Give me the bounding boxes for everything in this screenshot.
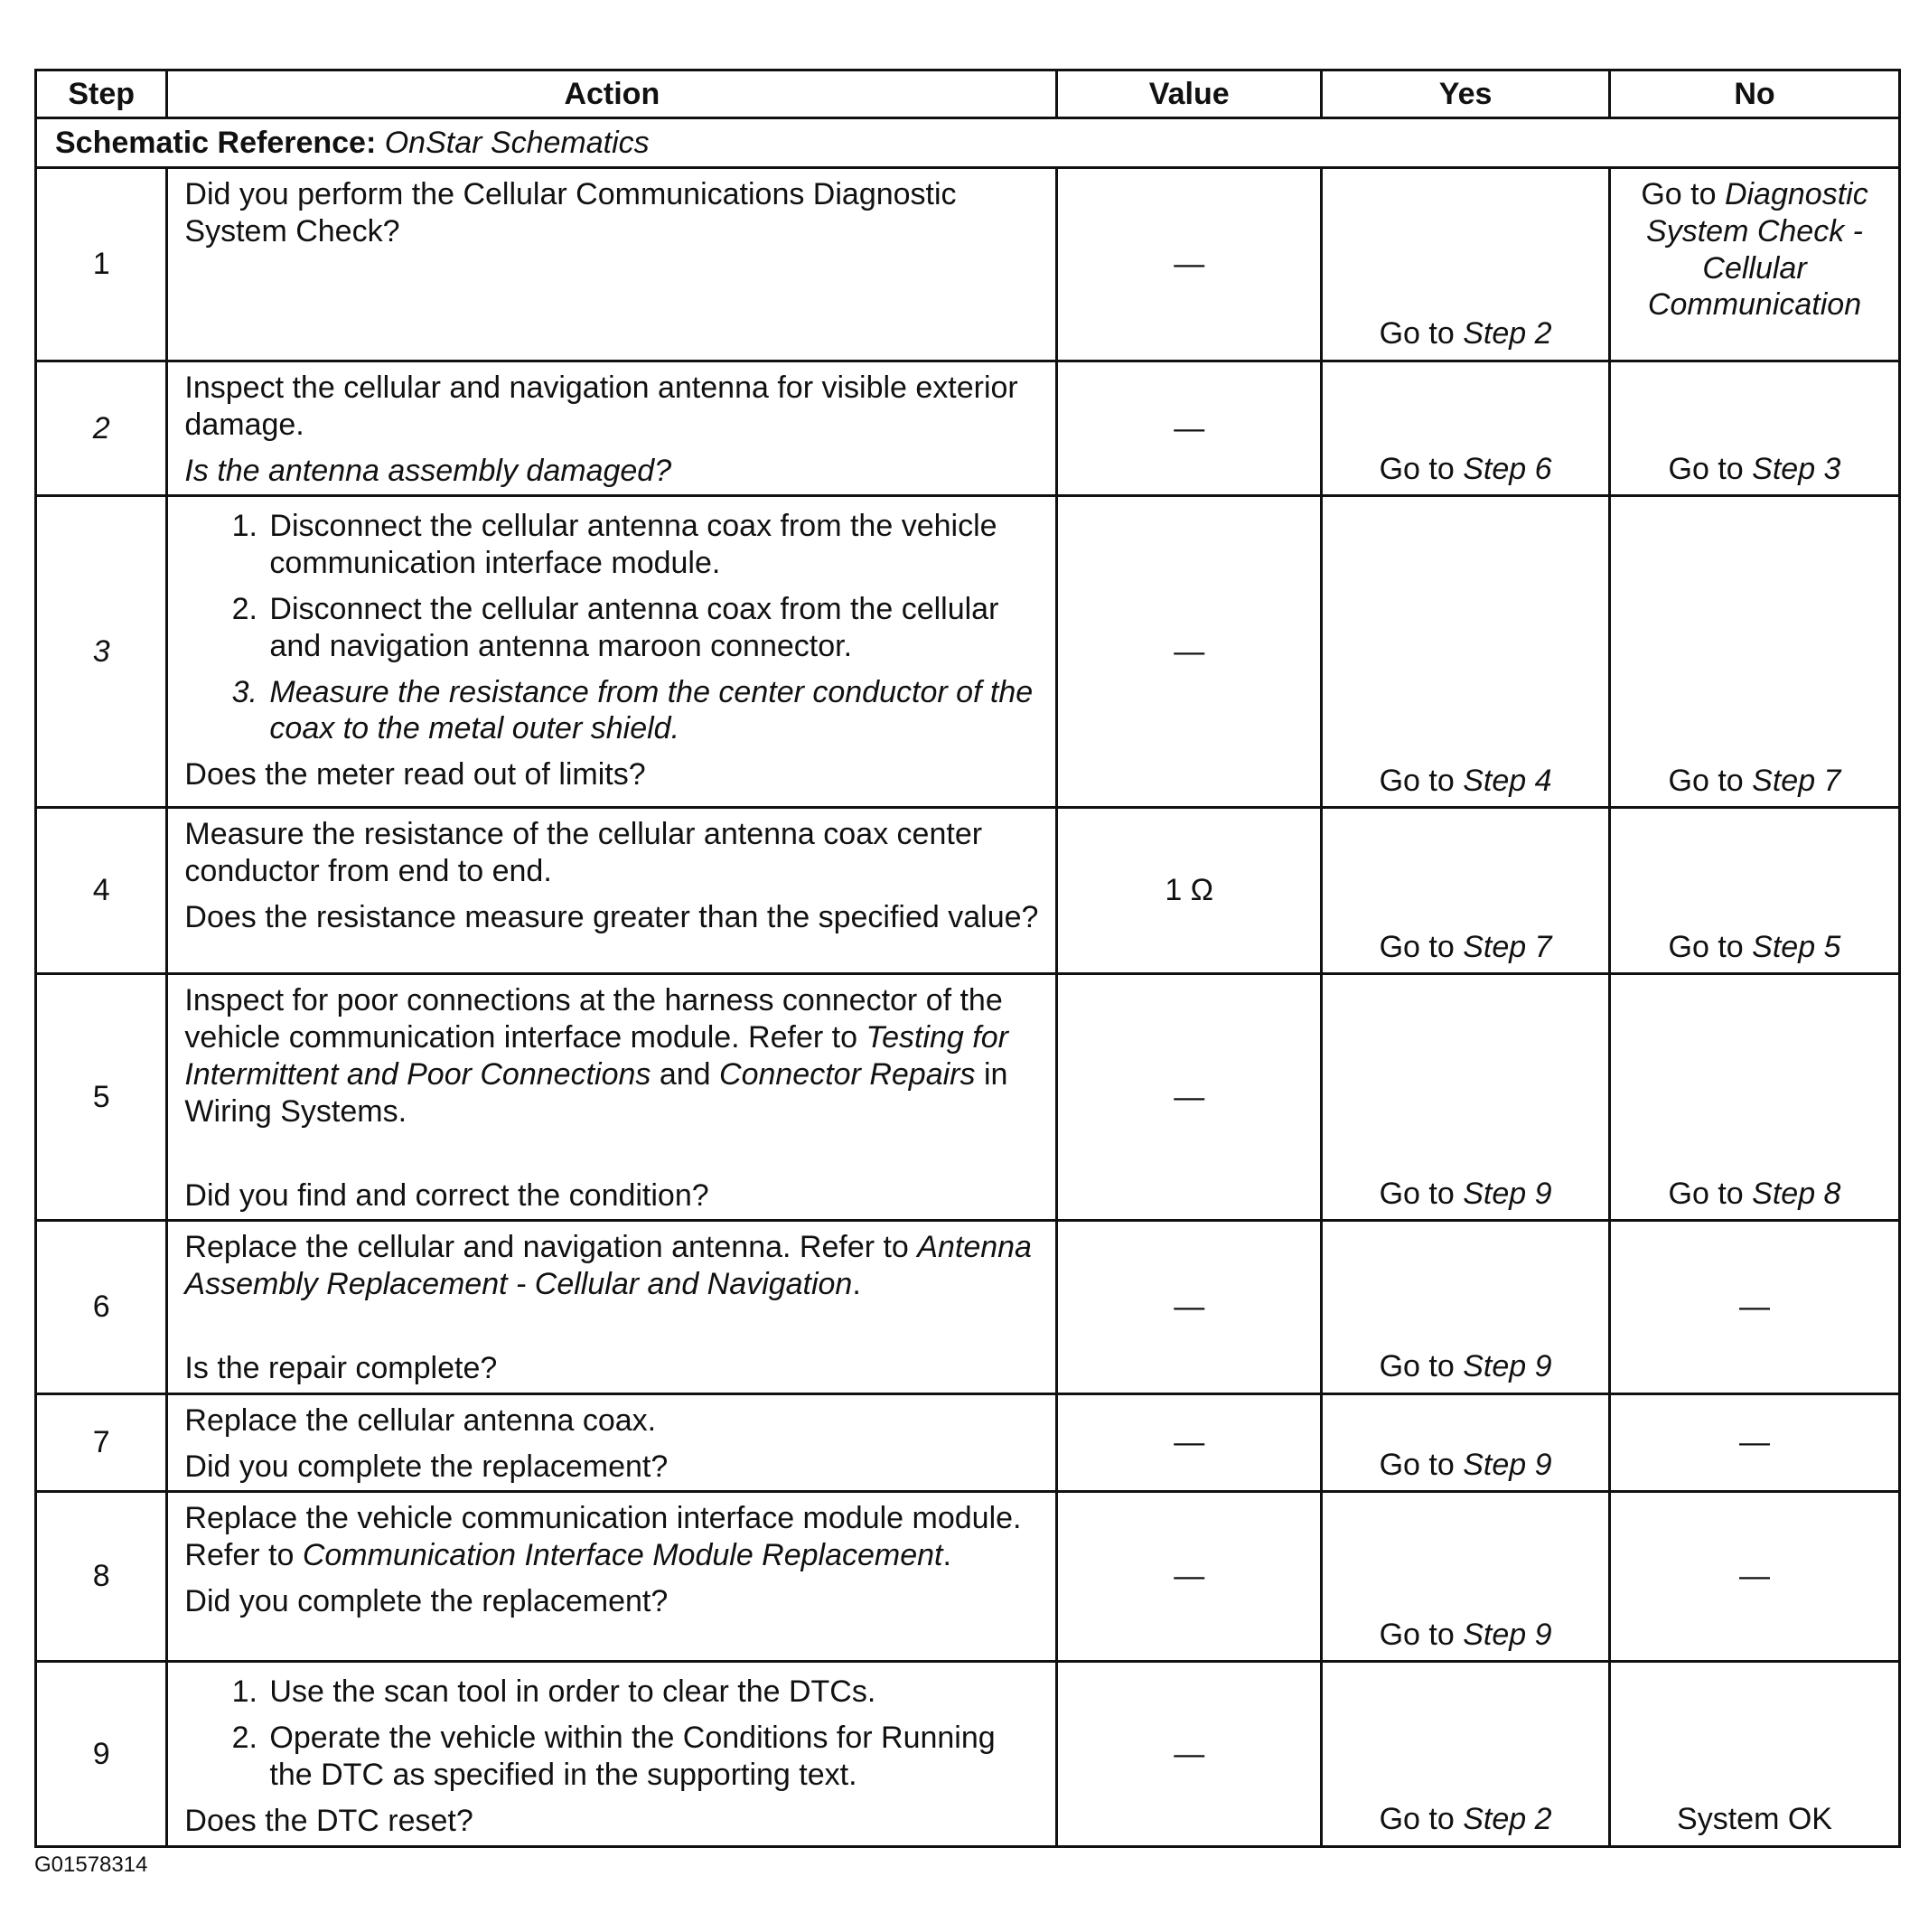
no-step-ref: Step 3 [1752, 451, 1841, 486]
goto-prefix: Go to [1379, 451, 1455, 486]
action-ref: Testing for Intermittent and Poor Connections [184, 1020, 1008, 1092]
action-question: Does the meter read out of limits? [184, 757, 646, 792]
no-step-ref: Step 5 [1752, 929, 1841, 964]
action-cell [167, 496, 1057, 808]
action-text-part: in Wiring Systems. [184, 1056, 1008, 1129]
no-cell [1610, 974, 1900, 1221]
action-ref: Antenna Assembly Replacement - Cellular and Navigation [184, 1230, 1032, 1302]
no-goto-prefix: Go to [1641, 177, 1725, 211]
action-steps-list [184, 508, 1043, 747]
table-row [36, 361, 1900, 496]
schematic-row [36, 118, 1900, 168]
no-ref-line: Diagnostic [1724, 177, 1868, 211]
table-row [36, 1662, 1900, 1846]
goto-prefix: Go to [1379, 1801, 1455, 1836]
yes-step-ref: Step 7 [1463, 929, 1552, 964]
action-cell [167, 1221, 1057, 1393]
figure-id: G01578314 [34, 1852, 148, 1877]
yes-cell [1322, 361, 1610, 496]
action-step: 1. Use the scan tool in order to clear the DTCs. [266, 1674, 1043, 1711]
header-yes: Yes [1322, 70, 1610, 118]
header-value: Value [1057, 70, 1322, 118]
action-text [184, 1500, 1043, 1574]
action-cell [167, 1662, 1057, 1846]
action-cell [167, 1492, 1057, 1662]
value-cell: — [1057, 361, 1322, 496]
goto-prefix: Go to [1379, 929, 1455, 964]
value-cell: — [1057, 1492, 1322, 1662]
schematic-ref: OnStar Schematics [384, 125, 650, 160]
action-text-part: . [942, 1538, 951, 1573]
no-ref-line: Communication [1647, 287, 1862, 323]
action-text-part: Inspect for poor connections at the harness connector of the vehicle communication interface module. Refer to [184, 983, 1003, 1055]
value-cell: — [1057, 1393, 1322, 1492]
goto-prefix: Go to [1668, 763, 1744, 798]
no-cell: System OK [1610, 1662, 1900, 1846]
step-number: 2 [36, 361, 167, 496]
action-question: Is the repair complete? [184, 1350, 498, 1385]
goto-prefix: Go to [1379, 1348, 1455, 1383]
action-text: Replace the cellular antenna coax. [184, 1402, 657, 1438]
table-row [36, 496, 1900, 808]
action-step: 3. Measure the resistance from the center conductor of the coax to the metal outer shield. [266, 674, 1043, 748]
step-number: 5 [36, 974, 167, 1221]
goto-prefix: Go to [1668, 929, 1744, 964]
header-row [36, 70, 1900, 118]
yes-step-ref: Step 2 [1463, 1801, 1552, 1836]
table-row [36, 1393, 1900, 1492]
action-cell [167, 1393, 1057, 1492]
yes-cell [1322, 1393, 1610, 1492]
no-cell [1610, 361, 1900, 496]
goto-prefix: Go to [1379, 1176, 1455, 1211]
step-number: 7 [36, 1393, 167, 1492]
action-question: Did you find and correct the condition? [184, 1177, 709, 1213]
no-cell: — [1610, 1393, 1900, 1492]
yes-cell [1322, 1221, 1610, 1393]
yes-step-ref: Step 9 [1463, 1617, 1552, 1652]
no-step-ref: Step 8 [1752, 1176, 1841, 1211]
action-cell [167, 974, 1057, 1221]
table-row [36, 808, 1900, 974]
action-text-part: and [651, 1056, 720, 1092]
action-text [184, 982, 1043, 1130]
header-step: Step [36, 70, 167, 118]
diagnostic-table [34, 69, 1901, 1848]
value-cell: — [1057, 1221, 1322, 1393]
action-text-part: Replace the vehicle communication interface module module. Refer to [184, 1501, 1022, 1573]
action-text: Did you perform the Cellular Communications Diagnostic System Check? [184, 177, 957, 249]
action-question: Does the DTC reset? [184, 1803, 473, 1838]
value-cell: — [1057, 974, 1322, 1221]
no-cell: — [1610, 1221, 1900, 1393]
action-steps-list [184, 1674, 1043, 1793]
yes-cell [1322, 496, 1610, 808]
action-step: 2. Operate the vehicle within the Conditions for Running the DTC as specified in the supporting text. [266, 1720, 1043, 1794]
action-ref: Communication Interface Module Replacement [302, 1538, 943, 1573]
step-number: 9 [36, 1662, 167, 1846]
goto-prefix: Go to [1379, 316, 1455, 352]
action-text-part: . [852, 1267, 861, 1302]
yes-step-ref: Step 9 [1463, 1348, 1552, 1383]
action-question: Does the resistance measure greater than the specified value? [184, 899, 1039, 934]
table-row [36, 1221, 1900, 1393]
action-question: Did you complete the replacement? [184, 1449, 669, 1484]
action-ref: Connector Repairs [719, 1056, 976, 1092]
yes-step-ref: Step 6 [1463, 451, 1552, 486]
action-cell [167, 808, 1057, 974]
table-row [36, 1492, 1900, 1662]
table-row [36, 974, 1900, 1221]
header-action: Action [167, 70, 1057, 118]
schematic-label: Schematic Reference: [55, 125, 377, 160]
yes-step-ref: Step 9 [1463, 1447, 1552, 1482]
step-number: 1 [36, 168, 167, 361]
action-cell [167, 361, 1057, 496]
yes-cell [1322, 1492, 1610, 1662]
action-step: 1. Disconnect the cellular antenna coax from the vehicle communication interface module. [266, 508, 1043, 582]
value-cell: — [1057, 496, 1322, 808]
action-text: Measure the resistance of the cellular antenna coax center conductor from end to end. [184, 817, 983, 889]
action-question: Is the antenna assembly damaged? [184, 453, 672, 488]
no-cell [1610, 496, 1900, 808]
yes-step-ref: Step 2 [1463, 316, 1552, 352]
no-cell: — [1610, 1492, 1900, 1662]
goto-prefix: Go to [1379, 1617, 1455, 1652]
schematic-reference [36, 118, 1900, 168]
action-text-part: Replace the cellular and navigation antenna. Refer to [184, 1230, 918, 1265]
no-cell [1610, 168, 1900, 361]
yes-cell [1322, 974, 1610, 1221]
step-number: 8 [36, 1492, 167, 1662]
yes-cell [1322, 168, 1610, 361]
yes-cell [1322, 808, 1610, 974]
header-no: No [1610, 70, 1900, 118]
goto-prefix: Go to [1668, 1176, 1744, 1211]
goto-prefix: Go to [1379, 1447, 1455, 1482]
action-step: 2. Disconnect the cellular antenna coax from the cellular and navigation antenna maroon connector. [266, 591, 1043, 665]
step-number: 4 [36, 808, 167, 974]
action-text [184, 1229, 1043, 1303]
yes-step-ref: Step 9 [1463, 1176, 1552, 1211]
no-step-ref: Step 7 [1752, 763, 1841, 798]
action-question: Did you complete the replacement? [184, 1583, 669, 1618]
no-ref-line: Cellular [1702, 250, 1807, 286]
goto-prefix: Go to [1668, 451, 1744, 486]
value-cell: — [1057, 168, 1322, 361]
action-text: Inspect the cellular and navigation antenna for visible exterior damage. [184, 370, 1018, 442]
yes-cell [1322, 1662, 1610, 1846]
table-row [36, 168, 1900, 361]
goto-prefix: Go to [1379, 763, 1455, 798]
step-number: 6 [36, 1221, 167, 1393]
value-cell: — [1057, 1662, 1322, 1846]
no-cell [1610, 808, 1900, 974]
step-number: 3 [36, 496, 167, 808]
no-ref-line: System Check - [1646, 213, 1863, 249]
yes-step-ref: Step 4 [1463, 763, 1552, 798]
action-cell [167, 168, 1057, 361]
value-cell: 1 Ω [1057, 808, 1322, 974]
